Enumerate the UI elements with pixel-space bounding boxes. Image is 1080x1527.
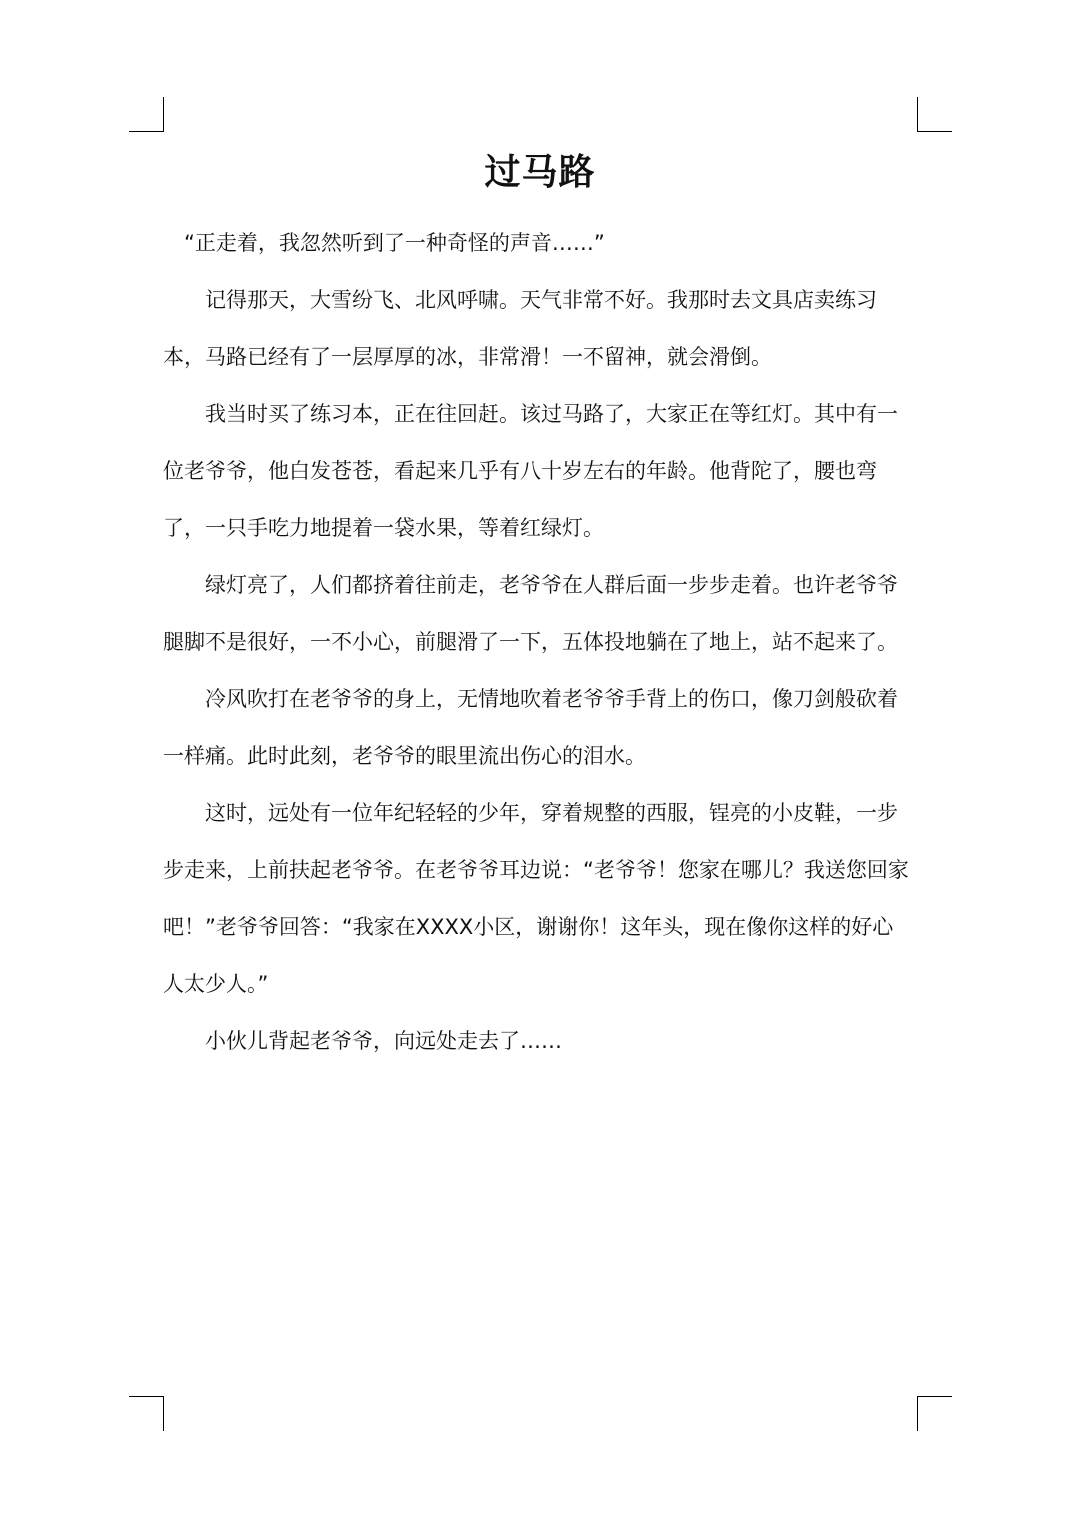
paragraph-5: 冷风吹打在老爷爷的身上，无情地吹着老爷爷手背上的伤口，像刀剑般砍着一样痛。此时此刻，老爷爷的眼里流出伤心的泪水。 — [163, 687, 898, 768]
document-body — [163, 215, 913, 1070]
paragraph-2: 记得那天，大雪纷飞、北风呼啸。天气非常不好。我那时去文具店卖练习本，马路已经有了一层厚厚的冰，非常滑！一不留神，就会滑倒。 — [163, 288, 877, 369]
crop-mark-top-left — [129, 97, 164, 132]
paragraph-1: “正走着，我忽然听到了一种奇怪的声音……” — [184, 231, 605, 255]
crop-mark-bottom-left — [129, 1396, 164, 1431]
paragraph-4: 绿灯亮了，人们都挤着往前走，老爷爷在人群后面一步步走着。也许老爷爷腿脚不是很好，一不小心，前腿滑了一下，五体投地躺在了地上，站不起来了。 — [163, 573, 898, 654]
crop-mark-top-right — [917, 97, 952, 132]
crop-mark-bottom-right — [917, 1396, 952, 1431]
document-title: 过马路 — [484, 152, 596, 193]
paragraph-3: 我当时买了练习本，正在往回赶。该过马路了，大家正在等红灯。其中有一位老爷爷，他白发苍苍，看起来几乎有八十岁左右的年龄。他背陀了，腰也弯了，一只手吃力地提着一袋水果，等着红绿灯。 — [163, 402, 898, 540]
paragraph-7: 小伙儿背起老爷爷，向远处走去了…… — [205, 1029, 562, 1053]
paragraph-6: 这时，远处有一位年纪轻轻的少年，穿着规整的西服，锃亮的小皮鞋，一步步走来，上前扶起老爷爷。在老爷爷耳边说：“老爷爷！您家在哪儿？我送您回家吧！”老爷爷回答：“我家在XXXX小区，谢谢你！这年头，现在像你这样的好心人太少人。” — [163, 801, 909, 996]
